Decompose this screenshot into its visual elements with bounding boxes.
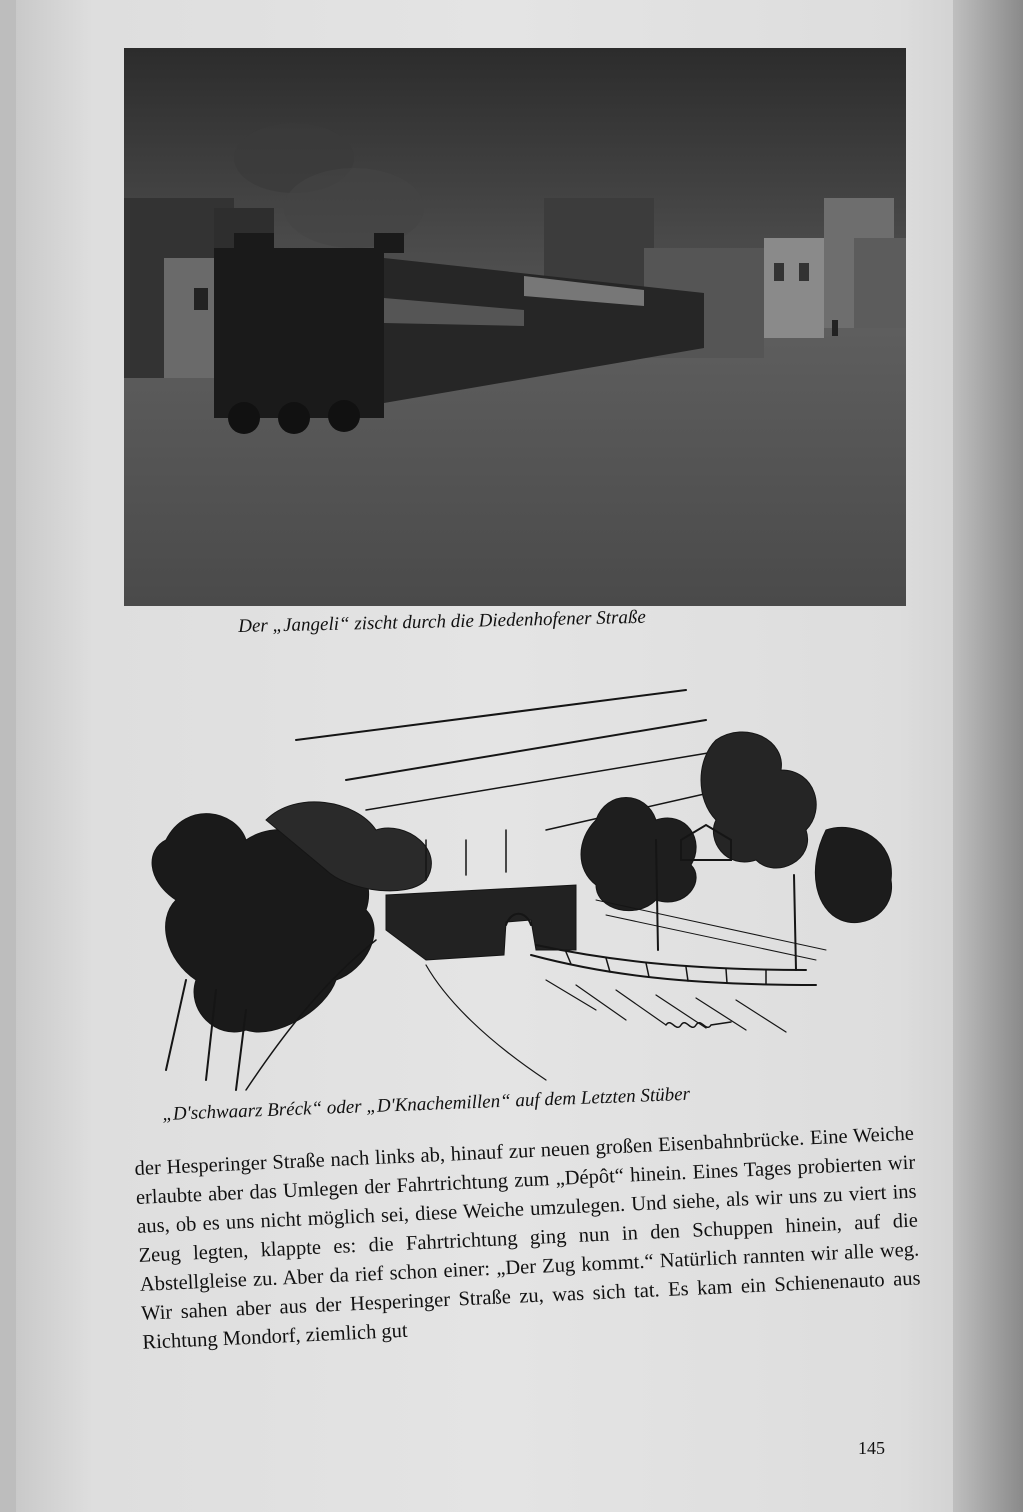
- body-paragraph: der Hesperinger Straße nach links ab, hinauf zur neuen großen Eisenbahnbrücke. Eine Weiche erlaubte aber das Umlegen der Fahrtrichtung zum „Dépôt“ hinein. Eines Tages probierten wir aus, ob es uns nicht möglich sei, diese Weiche umzulegen. Und siehe, als wir uns zu viert ins Zeug legten, klappte es: die Fahrtrichtung ging nun in den Schuppen hinein, auf die Abstellgleise zu. Aber da rief schon einer: „Der Zug kommt.“ Natürlich rannten wir alle weg. Wir sahen aber aus der Hesperinger Straße zu, was sich tat. Es kam ein Schienenauto aus Richtung Mondorf, ziemlich gut: [134, 1122, 921, 1354]
- book-page: [16, 0, 976, 1512]
- photo-caption: Der „Jangeli“ zischt durch die Diedenhofener Straße: [238, 606, 647, 637]
- bridge-sketch: [126, 680, 906, 1100]
- body-text: [134, 1120, 922, 1358]
- sketch-caption: „D'schwaarz Bréck“ oder „D'Knachemillen“ auf dem Letzten Stüber: [162, 1083, 691, 1125]
- page-edge-shadow: [953, 0, 1023, 1512]
- train-photograph: [124, 48, 906, 606]
- page-number: 145: [858, 1438, 885, 1458]
